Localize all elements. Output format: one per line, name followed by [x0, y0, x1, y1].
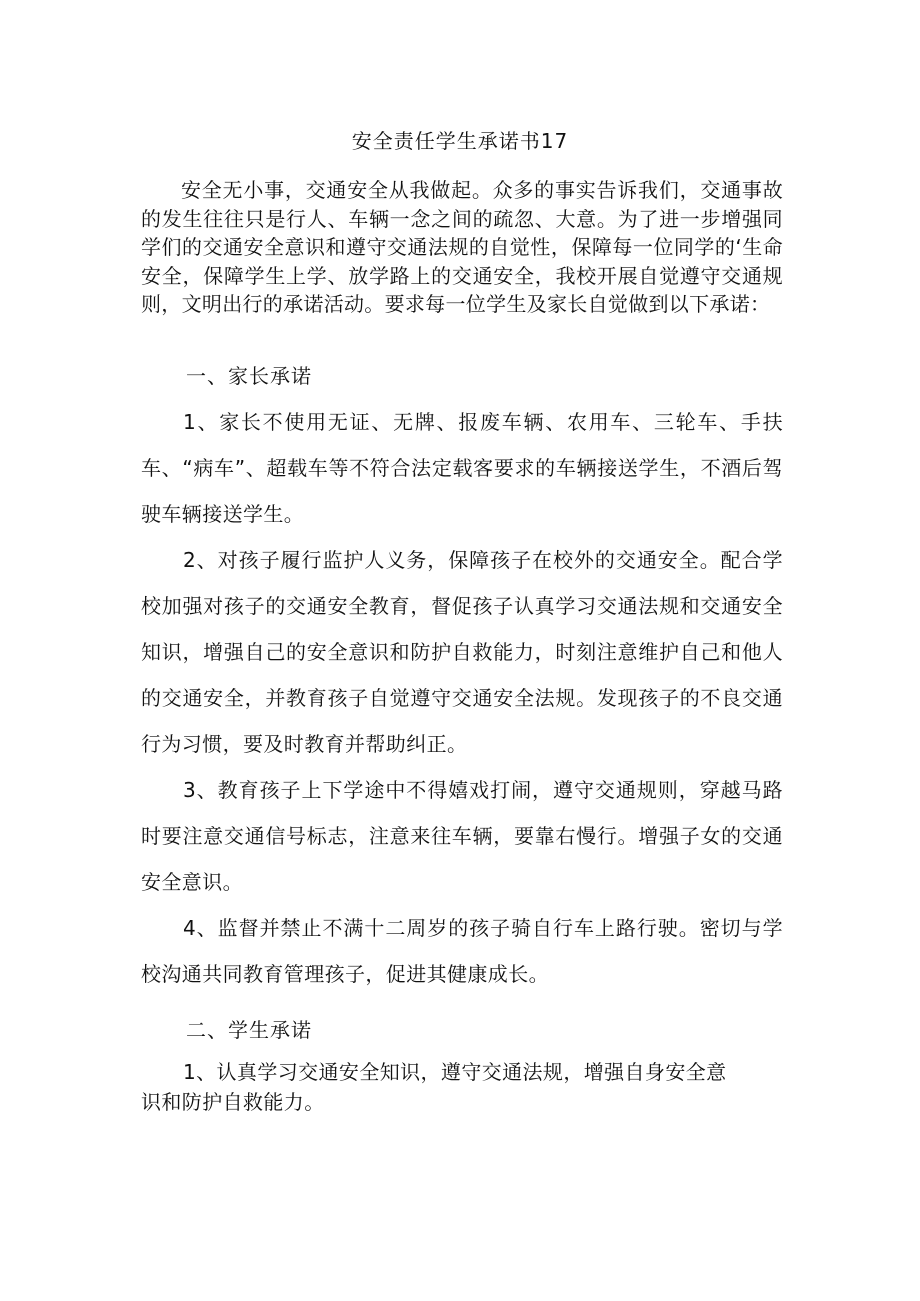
- parent-item-3: 3、教育孩子上下学途中不得嬉戏打闹，遵守交通规则，穿越马路时要注意交通信号标志，注意来往车辆，要靠右慢行。增强子女的交通安全意识。: [141, 778, 783, 894]
- section-heading-students: 二、学生承诺: [186, 1018, 312, 1042]
- student-item-1: 1、认真学习交通安全知识，遵守交通法规，增强自身安全意识和防护自救能力。: [141, 1060, 727, 1114]
- parent-item-1: 1、家长不使用无证、无牌、报废车辆、农用车、三轮车、手扶车、“病车”、超载车等不符合法定载客要求的车辆接送学生，不酒后驾驶车辆接送学生。: [141, 410, 783, 526]
- section-heading-parents: 一、家长承诺: [186, 364, 312, 388]
- parent-item-2: 2、对孩子履行监护人义务，保障孩子在校外的交通安全。配合学校加强对孩子的交通安全教育，督促孩子认真学习交通法规和交通安全知识，增强自己的安全意识和防护自救能力，时刻注意维护自己和他人的交通安全，并教育孩子自觉遵守交通安全法规。发现孩子的不良交通行为习惯，要及时教育并帮助纠正。: [141, 548, 783, 756]
- page-title: 安全责任学生承诺书17: [351, 129, 569, 153]
- intro-paragraph: 安全无小事，交通安全从我做起。众多的事实告诉我们，交通事故的发生往往只是行人、车辆一念之间的疏忽、大意。为了进一步增强同学们的交通安全意识和遵守交通法规的自觉性，保障每一位同学的‘生命安全，保障学生上学、放学路上的交通安全，我校开展自觉遵守交通规则，文明出行的承诺活动。要求每一位学生及家长自觉做到以下承诺：: [141, 178, 783, 316]
- parent-item-4: 4、监督并禁止不满十二周岁的孩子骑自行车上路行驶。密切与学校沟通共同教育管理孩子，促进其健康成长。: [141, 916, 783, 986]
